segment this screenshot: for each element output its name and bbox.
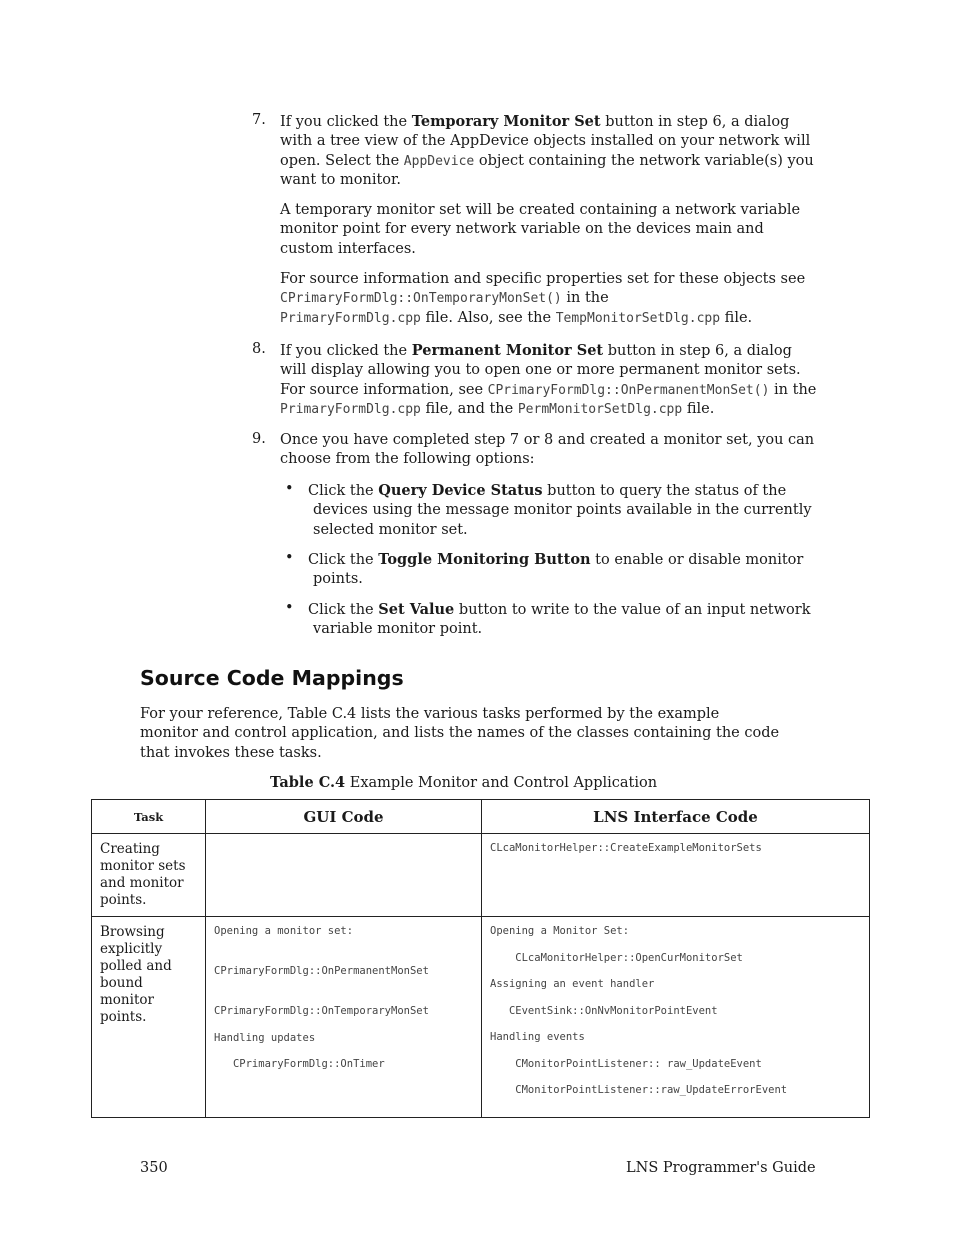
code-line: Assigning an event handler	[490, 978, 655, 990]
bullet-dot: •	[285, 481, 294, 497]
header-lns-interface-code: LNS Interface Code	[482, 800, 870, 834]
task-cell: Creating monitor sets and monitor points.	[92, 834, 206, 917]
bullet-dot: •	[285, 550, 294, 566]
code-line: CPrimaryFormDlg::OnTemporaryMonSet	[214, 1005, 429, 1017]
gui-code-cell	[206, 834, 482, 917]
code-line: CPrimaryFormDlg::OnPermanentMonSet	[214, 965, 429, 977]
temporary-monitor-set-label: Temporary Monitor Set	[411, 113, 601, 130]
step-8-number: 8.	[252, 341, 266, 357]
bullet-toggle-monitoring: Click the Toggle Monitoring Button to enable or disable monitor points.	[308, 551, 804, 588]
footer-title: LNS Programmer's Guide	[626, 1160, 816, 1176]
code-line: CPrimaryFormDlg::OnTimer	[214, 1058, 385, 1070]
step-7-text: If you clicked the Temporary Monitor Set button in step 6, a dialog with a tree view of the AppDevice objects installed on your network will open. Select the AppDevice object containing the network variable(s) you want to monitor.	[280, 113, 814, 188]
code-line: Handling updates	[214, 1031, 316, 1044]
lns-code-cell	[482, 917, 870, 1118]
code-line: Opening a monitor set:	[214, 925, 354, 937]
permanent-monitor-set-label: Permanent Monitor Set	[411, 342, 604, 359]
step-9-text: Once you have completed step 7 or 8 and created a monitor set, you can choose from the following options:	[280, 432, 815, 468]
step-7-number: 7.	[252, 112, 266, 128]
code-line: CLcaMonitorHelper::OpenCurMonitorSet	[490, 951, 743, 964]
step-9-number: 9.	[252, 431, 266, 447]
header-gui-code: GUI Code	[206, 800, 482, 834]
table-caption: Table C.4 Example Monitor and Control Application	[270, 774, 658, 791]
table-header-row	[92, 800, 870, 834]
header-task: Task	[92, 800, 206, 834]
table-row	[92, 917, 870, 1118]
code-line: Handling events	[490, 1031, 585, 1043]
mapping-table	[91, 799, 870, 1118]
bullet-set-value: Click the Set Value button to write to the value of an input network variable monitor point.	[308, 601, 811, 638]
bullet-query-device-status: Click the Query Device Status button to query the status of the devices using the message monitor points available in the currently selected monitor set.	[308, 482, 812, 538]
task-cell: Browsing explicitly polled and bound monitor points.	[92, 917, 206, 1118]
code-line: CEventSink::OnNvMonitorPointEvent	[490, 1004, 718, 1017]
bullet-dot: •	[285, 600, 294, 616]
step-7-paragraph-2: A temporary monitor set will be created containing a network variable monitor point for every network variable on the devices main and custom interfaces.	[280, 202, 801, 257]
section-intro: For your reference, Table C.4 lists the various tasks performed by the example monitor and control application, and lists the names of the classes containing the code that invokes these tasks.	[140, 706, 780, 761]
section-heading: Source Code Mappings	[140, 666, 404, 690]
code-line: CMonitorPointListener::raw_UpdateErrorEvent	[490, 1084, 788, 1096]
lns-code-cell	[482, 834, 870, 917]
code-line: Opening a Monitor Set:	[490, 925, 630, 937]
gui-code-cell	[206, 917, 482, 1118]
table-row	[92, 834, 870, 917]
code-line: CMonitorPointListener:: raw_UpdateEvent	[490, 1057, 762, 1070]
code-line: CLcaMonitorHelper::CreateExampleMonitorSets	[490, 842, 762, 854]
page-number: 350	[140, 1160, 168, 1176]
step-8-text: If you clicked the Permanent Monitor Set button in step 6, a dialog will display allowing you to open one or more permanent monitor sets. For source information, see CPrimaryFormDlg::OnPermanentMonSet() in the PrimaryFormDlg.cpp file, and the PermMonitorSetDlg.cpp file.	[280, 342, 817, 417]
step-7-paragraph-3: For source information and specific properties set for these objects see CPrimaryFormDlg::OnTemporaryMonSet() in the PrimaryFormDlg.cpp file. Also, see the TempMonitorSetDlg.cpp file.	[280, 271, 806, 326]
